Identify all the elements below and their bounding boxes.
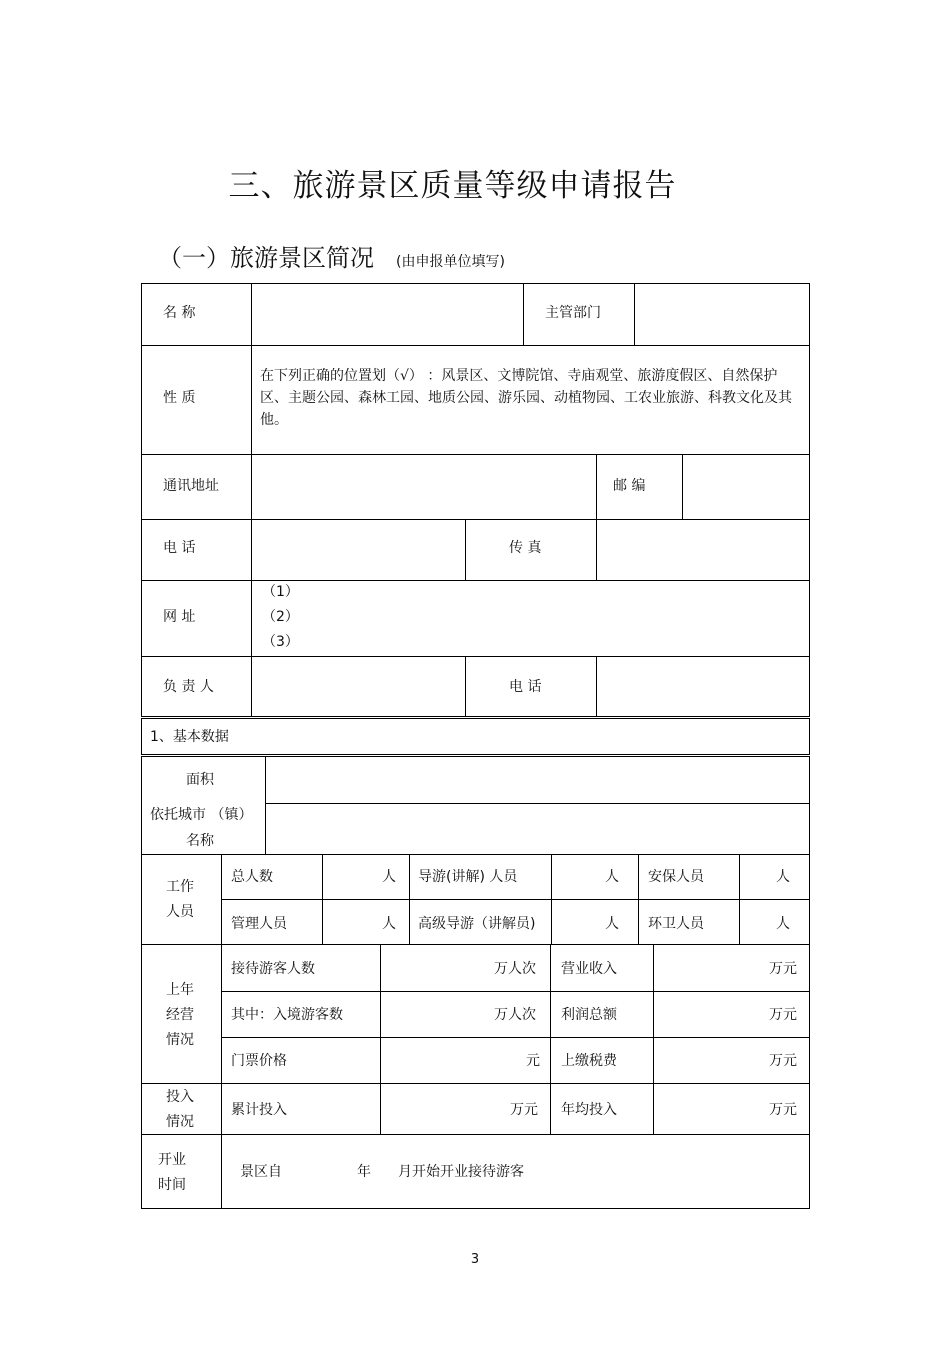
label-city-2: 名称 bbox=[186, 833, 214, 849]
unit-inbound: 万人次 bbox=[494, 1007, 536, 1023]
label-postcode: 邮 编 bbox=[613, 478, 646, 494]
unit-tax: 万元 bbox=[769, 1053, 797, 1069]
unit-profit: 万元 bbox=[769, 1007, 797, 1023]
open-year-unit: 年 bbox=[357, 1164, 371, 1180]
unit-cum-invest: 万元 bbox=[510, 1102, 538, 1118]
label-security: 安保人员 bbox=[648, 869, 704, 885]
unit-senior-guides: 人 bbox=[605, 916, 619, 932]
label-ticket: 门票价格 bbox=[231, 1053, 287, 1069]
leader-phone-field[interactable] bbox=[597, 657, 809, 716]
label-fax: 传 真 bbox=[509, 540, 542, 556]
label-name: 名 称 bbox=[163, 305, 196, 321]
section-note: (由申报单位填写) bbox=[396, 254, 505, 270]
label-ops-2: 经营 bbox=[166, 1007, 194, 1023]
label-area: 面积 bbox=[186, 772, 214, 788]
label-address: 通讯地址 bbox=[163, 478, 219, 494]
open-prefix: 景区自 bbox=[240, 1164, 282, 1180]
label-visitors: 接待游客人数 bbox=[231, 961, 315, 977]
unit-total-staff: 人 bbox=[382, 869, 396, 885]
label-inbound: 其中：入境游客数 bbox=[231, 1007, 343, 1023]
section-title: （一）旅游景区简况 bbox=[158, 244, 374, 272]
website-url-2: （2） bbox=[262, 609, 299, 625]
label-nature: 性 质 bbox=[163, 390, 196, 406]
label-managers: 管理人员 bbox=[231, 916, 287, 932]
unit-revenue: 万元 bbox=[769, 961, 797, 977]
website-url-1: （1） bbox=[262, 584, 299, 600]
document-title: 三、旅游景区质量等级申请报告 bbox=[228, 168, 677, 204]
label-inv-2: 情况 bbox=[166, 1114, 194, 1130]
area-field[interactable] bbox=[266, 757, 809, 803]
city-field[interactable] bbox=[266, 804, 809, 854]
unit-annual-invest: 万元 bbox=[769, 1102, 797, 1118]
label-open-1: 开业 bbox=[158, 1152, 186, 1168]
label-profit: 利润总额 bbox=[561, 1007, 617, 1023]
section-heading bbox=[158, 238, 505, 273]
label-website: 网 址 bbox=[163, 609, 196, 625]
label-city-1: 依托城市 （镇） bbox=[150, 807, 253, 823]
label-tax: 上缴税费 bbox=[561, 1053, 617, 1069]
fax-field[interactable] bbox=[597, 520, 809, 580]
label-senior-guides: 高级导游（讲解员) bbox=[418, 916, 536, 932]
basic-data-header bbox=[141, 718, 810, 755]
label-dept: 主管部门 bbox=[545, 305, 601, 321]
label-ops-3: 情况 bbox=[166, 1032, 194, 1048]
website-url-3: （3） bbox=[262, 634, 299, 650]
label-open-2: 时间 bbox=[158, 1177, 186, 1193]
label-cum-invest: 累计投入 bbox=[231, 1102, 287, 1118]
basic-data-table bbox=[141, 756, 810, 1209]
label-sanitation: 环卫人员 bbox=[648, 916, 704, 932]
label-total-staff: 总人数 bbox=[231, 869, 273, 885]
open-suffix: 月开始开业接待游客 bbox=[398, 1164, 524, 1180]
unit-managers: 人 bbox=[382, 916, 396, 932]
label-staff-1: 工作 bbox=[166, 879, 194, 895]
label-revenue: 营业收入 bbox=[561, 961, 617, 977]
label-staff-2: 人员 bbox=[166, 904, 194, 920]
unit-security: 人 bbox=[776, 869, 790, 885]
name-field[interactable] bbox=[252, 284, 523, 345]
phone-field[interactable] bbox=[252, 520, 465, 580]
address-field[interactable] bbox=[252, 455, 596, 519]
info-table bbox=[141, 283, 810, 717]
label-leader-phone: 电 话 bbox=[509, 679, 542, 695]
label-leader: 负 责 人 bbox=[163, 679, 214, 695]
page-number: 3 bbox=[470, 1252, 480, 1267]
unit-sanitation: 人 bbox=[776, 916, 790, 932]
leader-field[interactable] bbox=[252, 657, 465, 716]
unit-visitors: 万人次 bbox=[494, 961, 536, 977]
postcode-field[interactable] bbox=[683, 455, 809, 519]
nature-text: 在下列正确的位置划（√） ：风景区、文博院馆、寺庙观堂、旅游度假区、自然保护区、主题公园、森林工园、地质公园、游乐园、动植物园、工农业旅游、科教文化及其他。 bbox=[260, 368, 792, 428]
label-ops-1: 上年 bbox=[166, 982, 194, 998]
label-inv-1: 投入 bbox=[166, 1089, 194, 1105]
label-phone: 电 话 bbox=[163, 540, 196, 556]
dept-field[interactable] bbox=[635, 284, 809, 345]
label-annual-invest: 年均投入 bbox=[561, 1102, 617, 1118]
label-guides: 导游(讲解) 人员 bbox=[418, 869, 518, 885]
unit-guides: 人 bbox=[605, 869, 619, 885]
basic-data-title: 1、基本数据 bbox=[150, 729, 229, 745]
unit-ticket: 元 bbox=[526, 1053, 540, 1069]
